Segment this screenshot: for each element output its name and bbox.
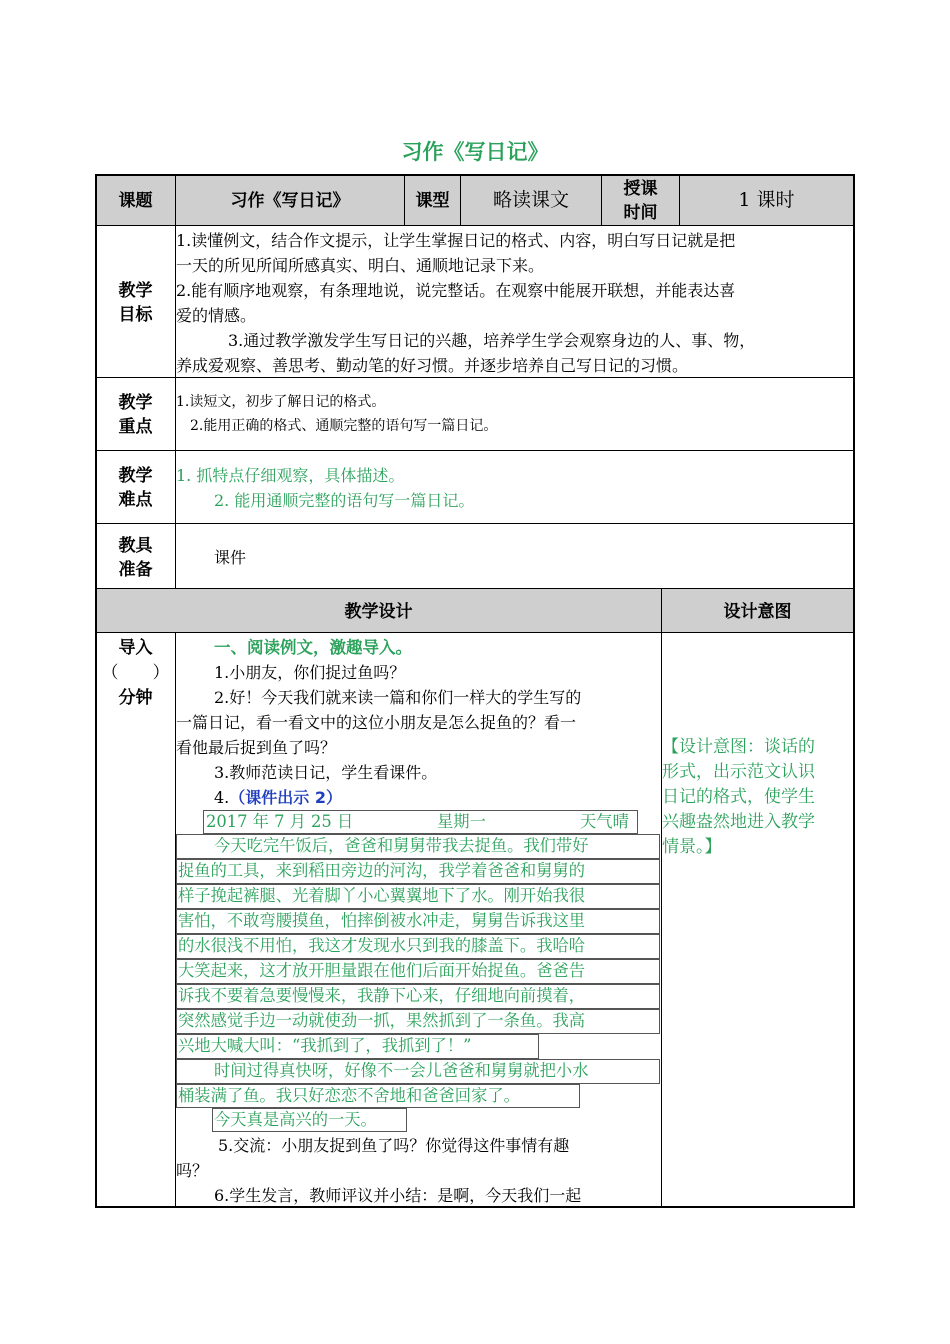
diary-line-2: 捉鱼的工具，来到稻田旁边的河沟，我学着爸爸和舅舅的 (178, 861, 586, 880)
tools-label-1: 教具 (118, 536, 153, 556)
type-label: 课型 (415, 191, 450, 211)
diary-line-6: 大笑起来，这才放开胆量跟在他们后面开始捉鱼。爸爸告 (178, 961, 586, 980)
difficulty-line-1: 1. 抓特点仔细观察，具体描述。 (176, 466, 405, 485)
diary-line-1: 今天吃完午饭后，爸爸和舅舅带我去捉鱼。我们带好 (214, 836, 589, 855)
goal-line-5: 3.通过教学激发学生写日记的兴趣，培养学生学会观察身边的人、事、物， (228, 331, 756, 350)
diary-line-4: 害怕，不敢弯腰摸鱼，怕摔倒被水冲走，舅舅告诉我这里 (178, 911, 586, 930)
difficulties-label-1: 教学 (118, 466, 153, 486)
type-value: 略读课文 (492, 189, 569, 211)
intent-header: 设计意图 (723, 602, 792, 622)
topic-value: 习作《写日记》 (230, 191, 350, 211)
intent-line-3: 日记的格式，使学生 (662, 787, 815, 807)
diary-line-12: 今天真是高兴的一天。 (214, 1110, 377, 1129)
goal-line-4: 爱的情感。 (176, 306, 257, 325)
intent-line-5: 情景。】 (662, 837, 722, 857)
keypoint-line-1: 1.读短文，初步了解日记的格式。 (176, 394, 386, 410)
topic-label: 课题 (118, 191, 153, 211)
goal-line-2: 一天的所见所闻所感真实、明白、通顺地记录下来。 (176, 256, 545, 275)
keypoints-label-2: 重点 (118, 417, 153, 437)
intro-p4-number: 4. (214, 788, 230, 807)
diary-line-5: 的水很浅不用怕，我这才发现水只到我的膝盖下。我哈哈 (178, 936, 586, 955)
goals-label-1: 教学 (118, 281, 153, 301)
diary-line-10: 时间过得真快呀，好像不一会儿爸爸和舅舅就把小水 (214, 1061, 589, 1080)
diary-line-9: 兴地大喊大叫：“我抓到了，我抓到了！” (178, 1036, 472, 1055)
diary-line-11: 桶装满了鱼。我只好恋恋不舍地和爸爸回家了。 (178, 1086, 520, 1105)
intent-line-1: 【设计意图：谈话的 (662, 737, 815, 757)
diary-line-3: 样子挽起裤腿、光着脚丫小心翼翼地下了水。刚开始我很 (178, 886, 586, 905)
time-label-2: 时间 (623, 203, 658, 223)
intent-line-2: 形式，出示范文认识 (662, 762, 815, 782)
intro-p6: 6.学生发言，教师评议并小结：是啊，今天我们一起 (214, 1186, 582, 1205)
intro-label-1: 导入 (118, 638, 153, 658)
intro-p2b: 一篇日记，看一看文中的这位小朋友是怎么捉鱼的？看一 (176, 713, 577, 732)
diary-weather: 天气晴 (580, 812, 629, 831)
intro-p3: 3.教师范读日记，学生看课件。 (214, 763, 438, 782)
design-header: 教学设计 (344, 602, 413, 622)
goal-line-6: 养成爱观察、善思考、勤动笔的好习惯。并逐步培养自己写日记的习惯。 (176, 356, 689, 375)
intro-p5b: 吗？ (176, 1161, 209, 1180)
intro-p1: 1.小朋友，你们捉过鱼吗？ (214, 663, 406, 682)
intro-p5a: 5.交流：小朋友捉到鱼了吗？你觉得这件事情有趣 (218, 1136, 570, 1155)
diary-weekday: 星期一 (437, 812, 486, 831)
tools-label-2: 准备 (118, 560, 153, 580)
time-value: 1 课时 (738, 189, 795, 211)
intro-label-3: 分钟 (118, 688, 153, 708)
goal-line-1: 1.读懂例文，结合作文提示，让学生掌握日记的格式、内容，明白写日记就是把 (176, 231, 736, 250)
intro-heading: 一、阅读例文，激趣导入。 (214, 638, 412, 657)
difficulties-label-2: 难点 (118, 490, 153, 510)
difficulty-line-2: 2. 能用通顺完整的语句写一篇日记。 (214, 491, 475, 510)
diary-date: 2017 年 7 月 25 日 (206, 812, 354, 831)
intent-line-4: 兴趣盎然地进入教学 (662, 812, 815, 832)
courseware-label: （课件出示 2） (229, 788, 342, 807)
page-title: 习作《写日记》 (401, 140, 549, 164)
goals-label-2: 目标 (118, 305, 153, 325)
diary-line-7: 诉我不要着急要慢慢来，我静下心来，仔细地向前摸着， (178, 986, 586, 1005)
intro-p2a: 2.好！今天我们就来读一篇和你们一样大的学生写的 (214, 688, 582, 707)
diary-line-8: 突然感觉手边一动就使劲一抓，果然抓到了一条鱼。我高 (178, 1011, 586, 1030)
keypoint-line-2: 2.能用正确的格式、通顺完整的语句写一篇日记。 (190, 418, 498, 434)
intro-label-2: （ ） (101, 663, 170, 683)
intro-p4 (214, 786, 342, 811)
intro-p2c: 看他最后捉到鱼了吗？ (176, 738, 337, 757)
goal-line-3: 2.能有顺序地观察，有条理地说，说完整话。在观察中能展开联想，并能表达喜 (176, 281, 736, 300)
keypoints-label-1: 教学 (118, 393, 153, 413)
time-label-1: 授课 (623, 179, 658, 199)
tools-value: 课件 (214, 548, 247, 567)
